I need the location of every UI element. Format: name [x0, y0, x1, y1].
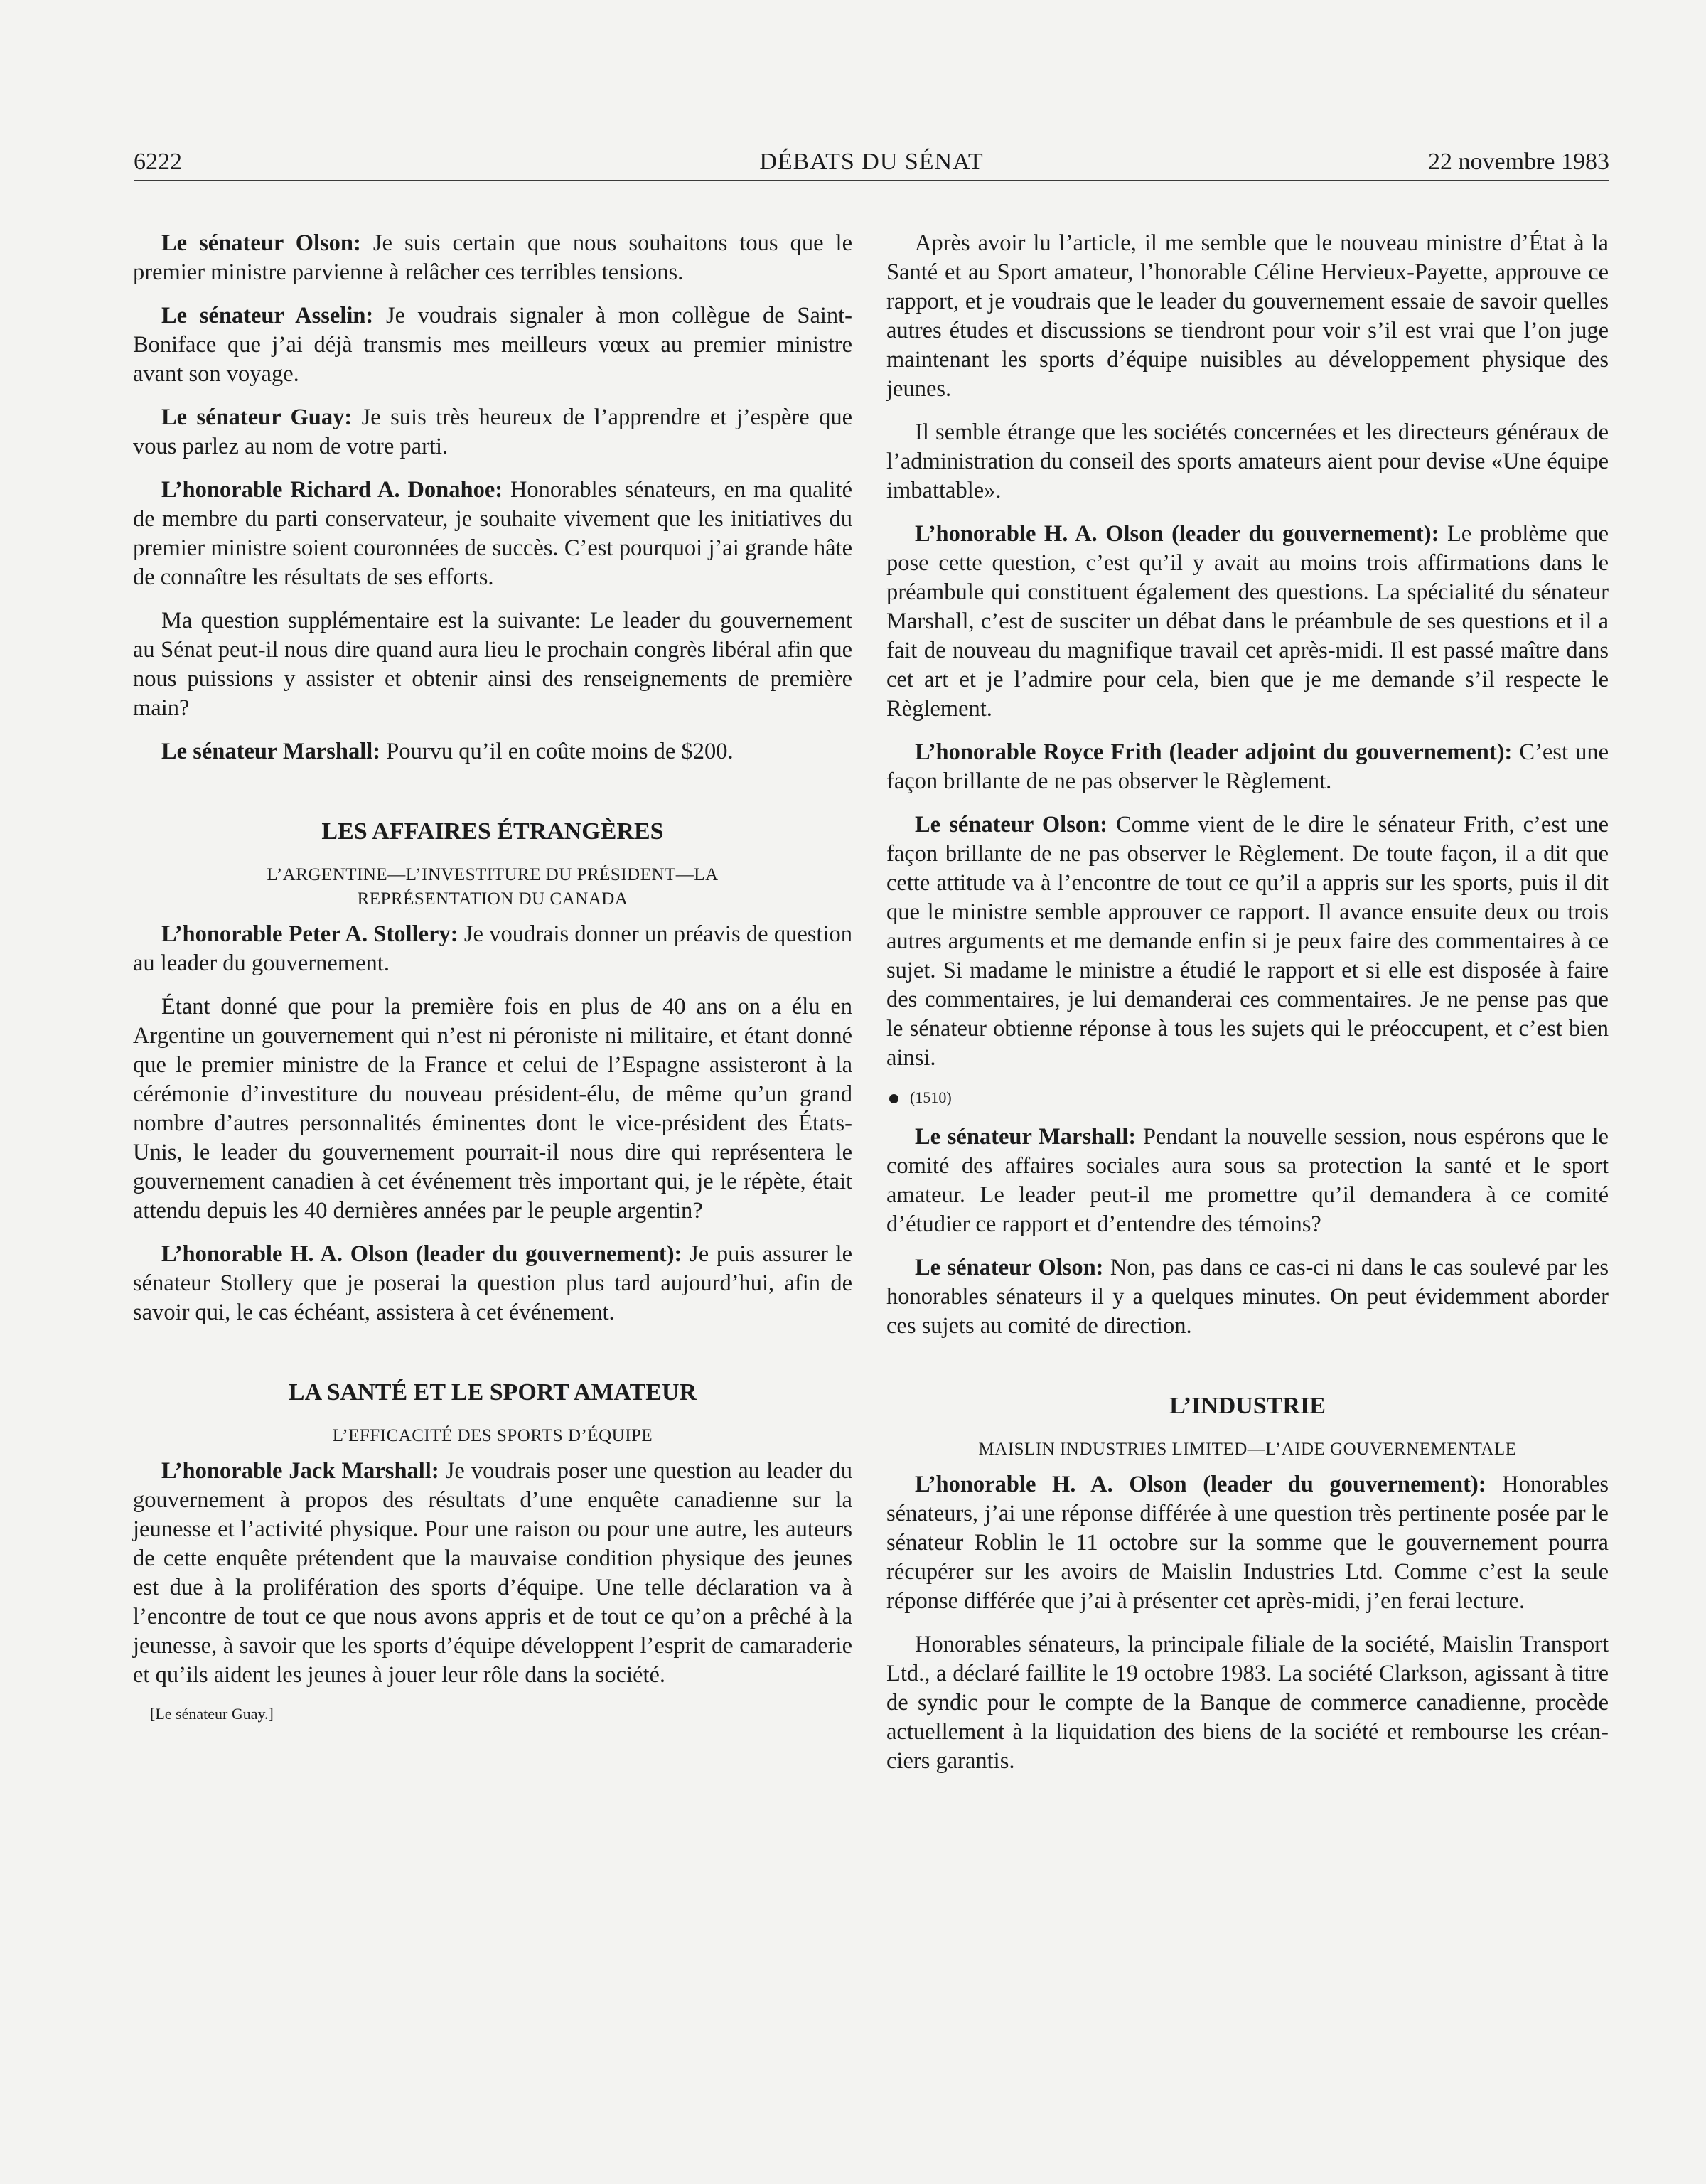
paragraph-text: Ma question supplémentaire est la suivante: Le leader du gouvernement au Sénat peut-il nous dire quand aura lieu le prochain congrès libéral afin que nous puissions y assister et obtenir ainsi des renseignements de première main?	[133, 608, 852, 721]
paragraph-text: Étant donné que pour la première fois en plus de 40 ans on a élu en Argentine un gouvernement qui n’est ni péroniste ni militaire, et étant donné que le premier ministre de la France et celui de l’Espagne assisteront à la cérémonie d’investiture du nouveau président-élu, de même qu’un grand nombre d’autres personnalités éminentes dont le vice-président des États-Unis, le leader du gouvernement pourrait-il nous dire qui représentera le gouvernement canadien à cet événement très important qui, je le répète, était attendu depuis les 40 dernières années par le peuple argentin?	[133, 994, 852, 1224]
bullet-icon	[889, 1094, 898, 1103]
section-title: LES AFFAIRES ÉTRANGÈRES	[321, 818, 664, 845]
speaker-name: Le sénateur Guay:	[161, 405, 353, 430]
paragraph	[886, 1470, 1609, 1616]
paragraph-text: Honorables sénateurs, j’ai une réponse différée à une question très pertinente posée par le sénateur Roblin le 11 octobre sur la somme que le gouvernement pourra récupérer sur les avoirs de Maislin Industries Ltd. Comme c’est la seule réponse différée que j’ai à présenter cet après-midi, j’en ferai lecture.	[886, 1472, 1609, 1614]
paragraph	[886, 229, 1609, 404]
section-title: L’INDUSTRIE	[1169, 1393, 1326, 1419]
paragraph-text: Le problème que pose cette question, c’est qu’il y avait au moins trois affirmations dans le préambule qui constituent également des questions. La spécialité du sénateur Marshall, c’est de susciter un débat dans le préambule de ses questions et il a fait de nouveau du magnifique travail cet après-midi. Il est passé maître dans cet art et je l’admire pour cela, bien que je me demande s’il respecte le Règlement.	[886, 521, 1609, 722]
speaker-name: Le sénateur Asselin:	[161, 303, 374, 328]
paragraph	[886, 1630, 1609, 1776]
paragraph-text: Il semble étrange que les sociétés concernées et les directeurs généraux de l’administration du conseil des sports amateurs aient pour devise «Une équipe imbattable».	[886, 419, 1609, 503]
paragraph-text: Pourvu qu’il en coûte moins de $200.	[380, 739, 734, 764]
paragraph-text: C’est une façon brillante de ne pas observer le Règlement.	[886, 739, 1609, 794]
page-number: 6222	[134, 149, 182, 175]
paragraph-text: Non, pas dans ce cas-ci ni dans le cas soulevé par les honorables sénateurs il y a quelques minutes. On peut évidemment aborder ces sujets au comité de direction.	[886, 1255, 1609, 1339]
paragraph	[886, 520, 1609, 724]
paragraph	[133, 476, 852, 592]
paragraph-text: Je voudrais donner un préavis de question au leader du gouvernement.	[133, 921, 852, 976]
speaker-name: L’honorable Royce Frith (leader adjoint du gouvernement):	[915, 739, 1513, 765]
running-header	[134, 144, 1609, 181]
paragraph	[133, 301, 852, 389]
paragraph	[133, 737, 852, 766]
paragraph	[133, 920, 852, 978]
paragraph-text: Honorables sénateurs, en ma qualité de membre du parti conservateur, je souhaite vivement que les initiatives du premier ministre soient couronnées de succès. C’est pourquoi j’ai grande hâte de connaître les résultats de ses efforts.	[133, 477, 853, 590]
paragraph-text: Je puis assurer le sénateur Stollery que je poserai la question plus tard aujourd’hui, afin de savoir qui, le cas échéant, assistera à cet événement.	[133, 1241, 852, 1325]
section-subtitle: L’ARGENTINE—L’INVESTITURE DU PRÉSIDENT—LA REPRÉSENTATION DU CANADA	[267, 865, 719, 909]
paragraph-text: Comme vient de le dire le sénateur Frith, c’est une façon brillante de ne pas observer le Règlement. De toute façon, il a dit que cette attitude va à l’encontre de tout ce qu’il a appris sur les sports, puis il dit que le ministre semble approuver ce rapport. Il avance ensuite deux ou trois autres arguments et me demande enfin si je peux faire des commentaires à ce sujet. Si madame le ministre a étudié le rapport et si elle est disposée à faire des commentaires, je lui demanderai ces commentaires. Je ne pense pas que le sénateur obtienne réponse à tous les sujets qui le préoccupent, et c’est bien ainsi.	[886, 812, 1609, 1071]
section-subtitle: L’EFFICACITÉ DES SPORTS D’ÉQUIPE	[332, 1426, 653, 1445]
footer-note: [Le sénateur Guay.]	[150, 1705, 274, 1723]
speaker-name: Le sénateur Olson:	[915, 812, 1107, 837]
paragraph-text: Après avoir lu l’article, il me semble que le nouveau ministre d’État à la Santé et au Sport amateur, l’honorable Céline Hervieux-Payette, approuve ce rapport, et je voudrais que le leader du gouvernement essaie de savoir quelles autres études et discussions se tiendront pour voir s’il est vrai que l’on juge maintenant les sports d’équipe nuisibles au développement physique des jeunes.	[886, 230, 1609, 402]
paragraph-text: Honorables sénateurs, la principale filiale de la société, Maislin Transport Ltd., a déclaré faillite le 19 octobre 1983. La société Clarkson, agissant à titre de syndic pour le compte de la Banque de commerce canadienne, procède actuellement à la liquidation des biens de la société et rembourse les créanciers garantis.	[886, 1632, 1609, 1774]
paragraph	[133, 992, 852, 1226]
paragraph	[133, 1457, 852, 1690]
paragraph	[886, 1253, 1609, 1341]
issue-date: 22 novembre 1983	[1428, 149, 1609, 175]
paragraph-text: Je suis très heureux de l’apprendre et j’espère que vous parlez au nom de votre parti.	[133, 405, 852, 459]
speaker-name: Le sénateur Olson:	[915, 1255, 1104, 1280]
speaker-name: L’honorable H. A. Olson (leader du gouvernement):	[915, 521, 1439, 547]
time-marker	[889, 1087, 1609, 1108]
speaker-name: Le sénateur Olson:	[161, 230, 361, 256]
speaker-name: Le sénateur Marshall:	[915, 1124, 1137, 1150]
paragraph	[133, 229, 852, 287]
paragraph	[886, 1123, 1609, 1239]
time-marker-text: (1510)	[910, 1088, 952, 1106]
speaker-name: L’honorable Jack Marshall:	[161, 1458, 439, 1484]
paragraph-text: Je voudrais signaler à mon collègue de Saint-Boniface que j’ai déjà transmis mes meilleurs vœux au premier ministre avant son voyage.	[133, 303, 853, 387]
paragraph	[886, 418, 1609, 505]
paragraph-text: Je suis certain que nous souhaitons tous que le premier ministre parvienne à relâcher ces terribles tensions.	[133, 230, 853, 285]
section-subtitle: MAISLIN INDUSTRIES LIMITED—L’AIDE GOUVERNEMENTALE	[978, 1440, 1517, 1459]
speaker-name: L’honorable Peter A. Stollery:	[161, 921, 458, 947]
paragraph	[133, 1240, 852, 1327]
right-column	[886, 229, 1609, 1790]
journal-title: DÉBATS DU SÉNAT	[759, 149, 984, 175]
paragraph	[133, 403, 852, 461]
section-title: LA SANTÉ ET LE SPORT AMATEUR	[288, 1379, 697, 1406]
paragraph-text: Pendant la nouvelle session, nous espérons que le comité des affaires sociales aura sous sa protection la santé et le sport amateur. Le leader peut-il me promettre qu’il demandera à ce comité d’étudier ce rapport et d’entendre des témoins?	[886, 1124, 1609, 1237]
left-column	[133, 229, 852, 1724]
paragraph-text: Je voudrais poser une question au leader du gouvernement à propos des résultats d’une enquête canadienne sur la jeunesse et l’activité physique. Pour une raison ou pour une autre, les auteurs de cette enquête prétendent que la mauvaise condition physique des jeunes est due à la prolifération des sports d’équipe. Une telle déclaration va à l’encontre de tout ce que nous avons appris et de tout ce qu’on a prêché à la jeunesse, à savoir que les sports d’équipe développent l’esprit de camaraderie et qu’ils aident les jeunes à jouer leur rôle dans la société.	[133, 1458, 852, 1688]
speaker-name: Le sénateur Marshall:	[161, 739, 381, 764]
paragraph	[886, 810, 1609, 1073]
speaker-name: L’honorable Richard A. Donahoe:	[161, 477, 503, 503]
speaker-name: L’honorable H. A. Olson (leader du gouvernement):	[161, 1241, 682, 1267]
paragraph	[133, 606, 852, 723]
speaker-name: L’honorable H. A. Olson (leader du gouvernement):	[915, 1472, 1486, 1497]
paragraph	[886, 738, 1609, 796]
